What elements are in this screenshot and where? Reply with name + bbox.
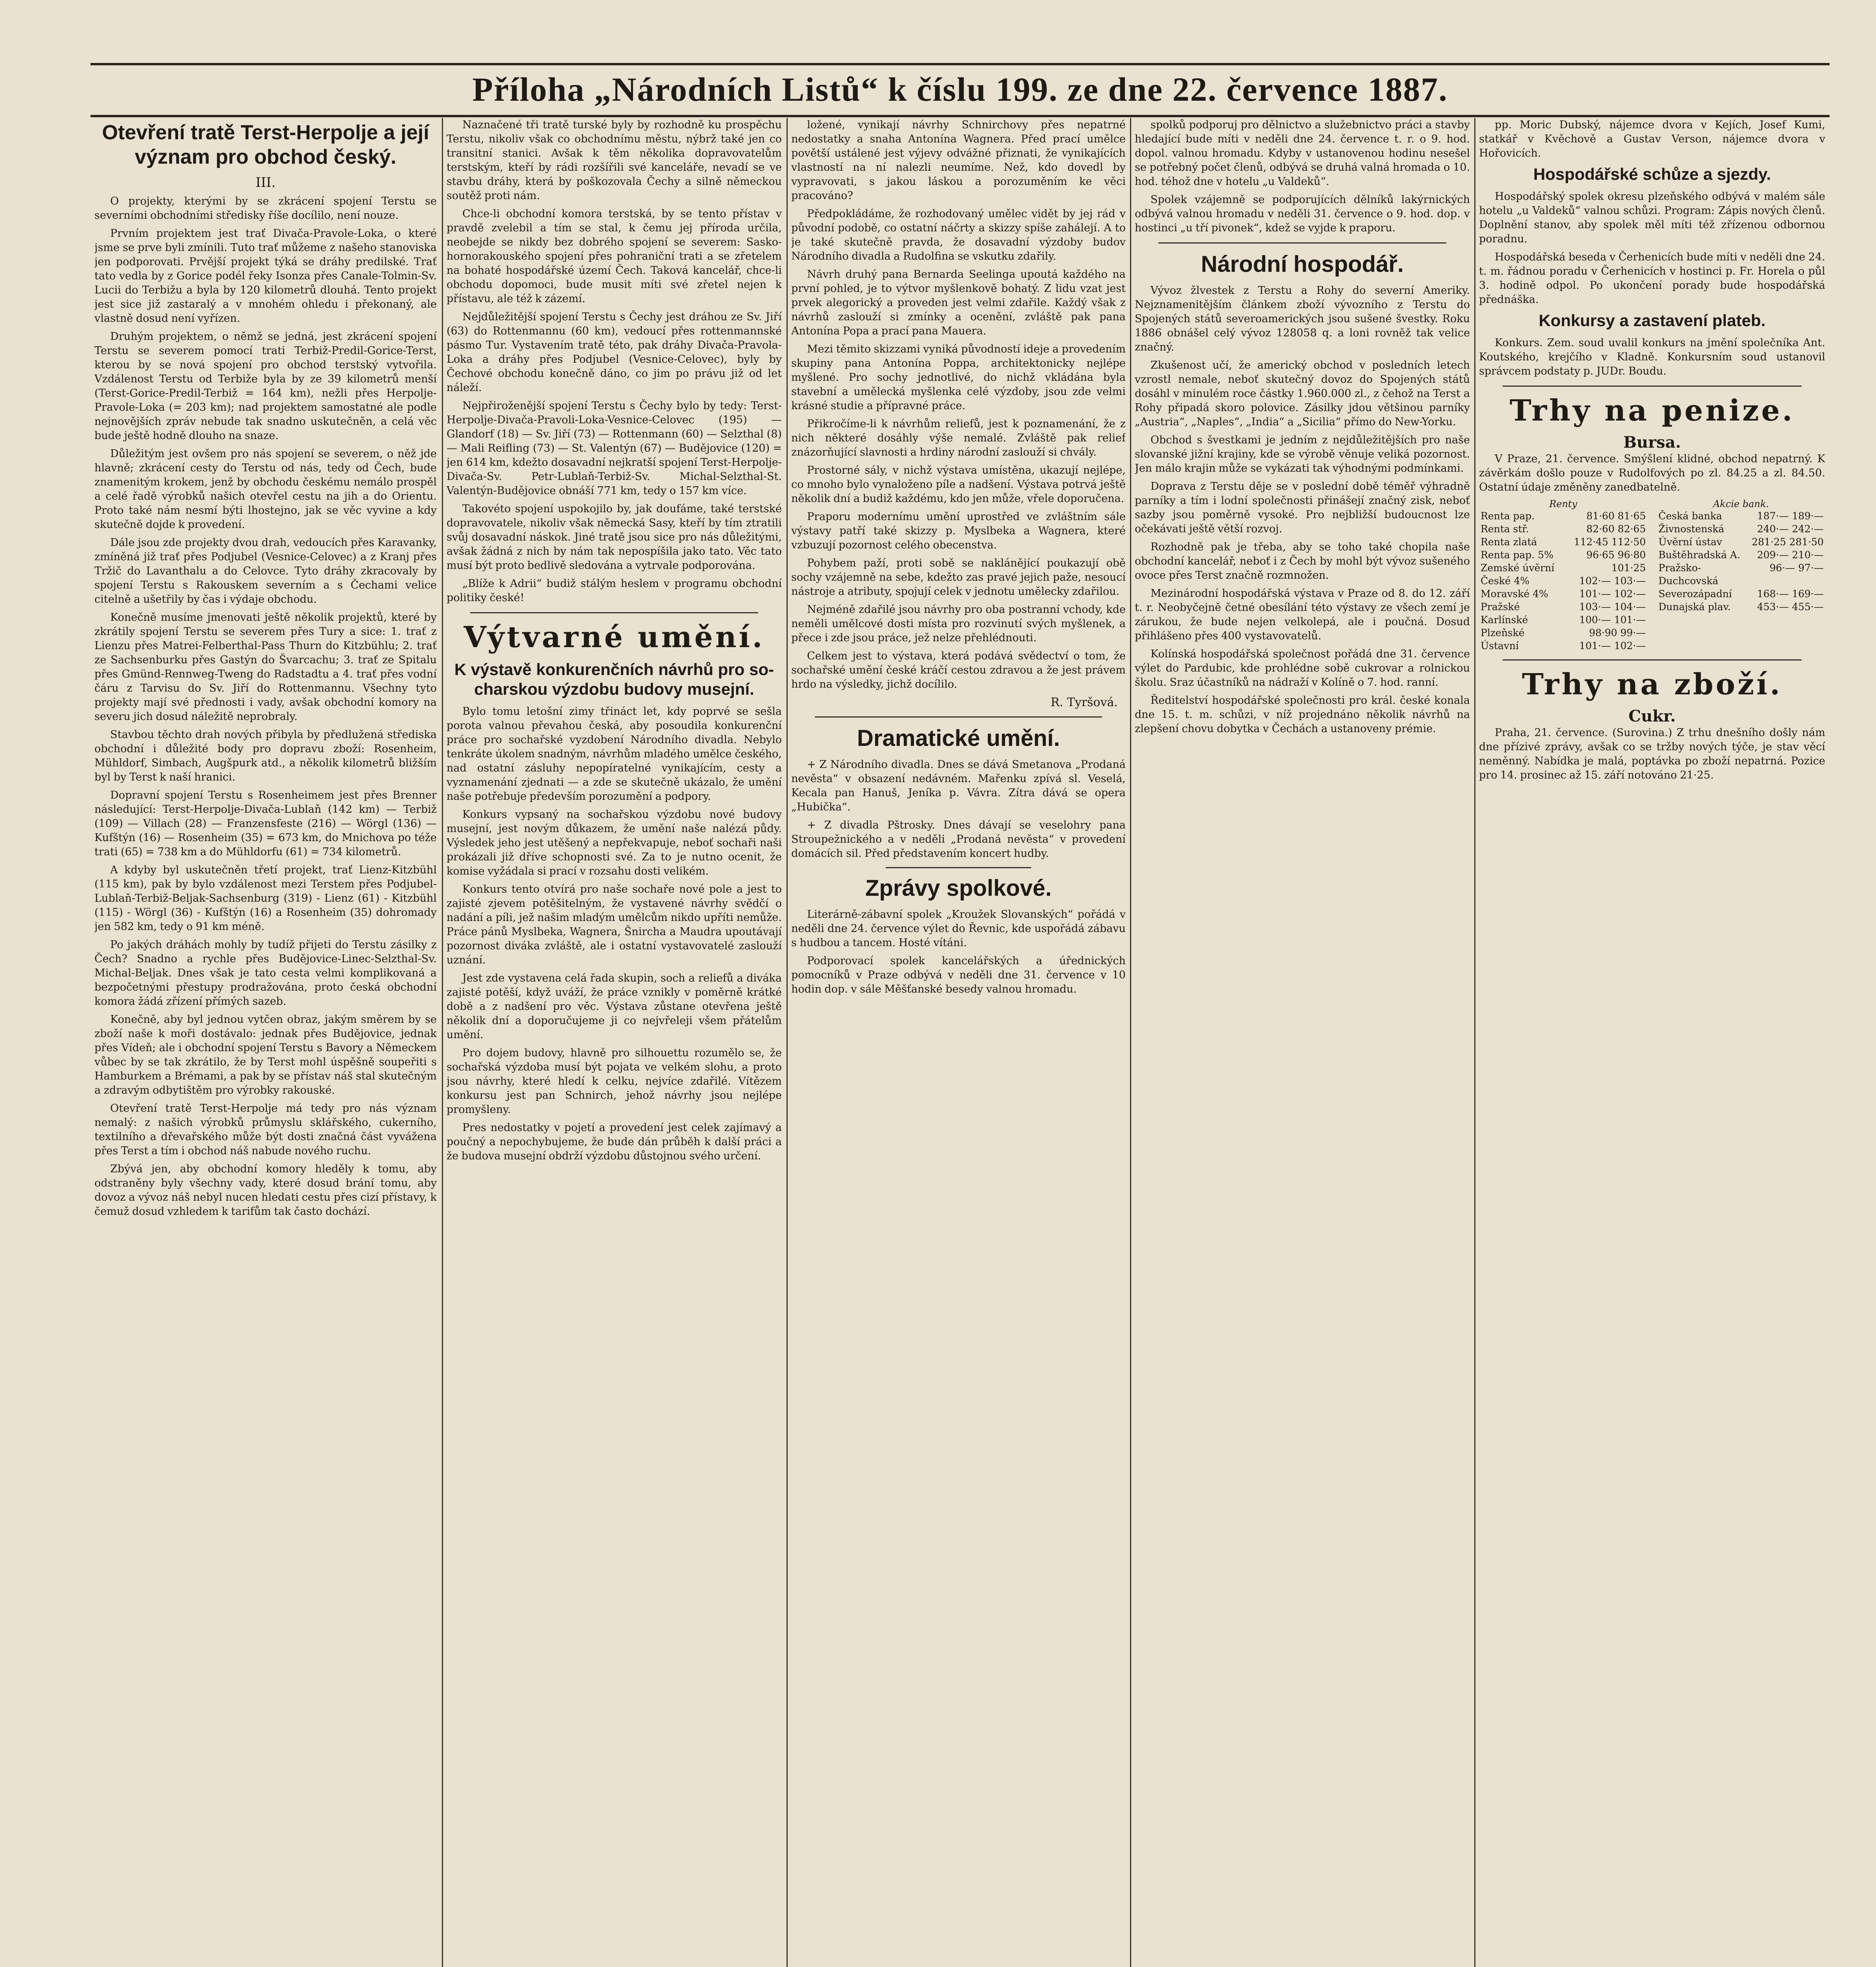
- security-name: Pražské: [1481, 601, 1520, 613]
- paragraph: Doprava z Terstu děje se v poslední době téměř výhradně parníky a tím i lodní společnosti přinášejí značný zisk, neboť sazby jsou poměrně vysoké. Pro nejbližší budoucnost lze očekávati ještě větší rozvoj.: [1135, 480, 1470, 535]
- security-price: 112·45 112·50: [1574, 536, 1646, 548]
- paragraph: Po jakých dráhách mohly by tudíž přijeti do Terstu zásilky z Čech? Snadno a rychle přes Budějovice-Linec-Selzthal-Sv. Michal-Beljak. Dnes však je tato cesta velmi komplikovaná a bezpočetnými přestupy prodražována, proto česká obchodní komora žádá zřízení přímých sazeb.: [94, 939, 437, 1007]
- security-price: 101·— 102·—: [1579, 588, 1646, 600]
- paragraph: Celkem jest to výstava, která podává svědectví o tom, že sochařské umění české kráčí cestou zdravou a že jest právem hrdo na výsledky, jichž docílilo.: [791, 650, 1126, 690]
- security-name: Moravské 4%: [1481, 588, 1549, 600]
- column-1: [94, 118, 437, 1967]
- security-name: Dunajská plav.: [1658, 601, 1731, 613]
- paragraph: Podporovací spolek kancelářských a úřednických pomocníků v Praze odbývá v neděli dne 31. července v 10 hodin dop. v sále Měšťanské besedy valnou hromadu.: [791, 955, 1126, 995]
- rate-table: [1657, 509, 1825, 613]
- security-name: Renta pap. 5%: [1481, 549, 1554, 561]
- paragraph: Hospodářská beseda v Čerhenicích bude míti v neděli dne 24. t. m. řádnou poradu v Čerhenicích v hostinci p. Fr. Horela o půl 3. hodině odpol. Po ukončení porady bude hospodářská přednáška.: [1479, 251, 1825, 306]
- paragraph: Přikročíme-li k návrhům reliefů, jest k poznamenání, že z nich některé dosáhly výše nemalé. Zvláště pak relief znázorňující slavnosti a hrdiny národní zaslouží si chvály.: [791, 418, 1126, 458]
- paragraph: Praporu modernímu umění uprostřed ve zvláštním sále výstavy patří také skizzy p. Myslbeka a Wagnera, které vzbuzují pozornost celého obecenstva.: [791, 511, 1126, 551]
- security-price: 240·— 242·—: [1757, 523, 1824, 535]
- security-price: 101·25: [1611, 562, 1646, 574]
- paragraph: Takovéto spojení uspokojilo by, jak doufáme, také terstské dopravovatele, nikoliv však německá Sasy, kteří by tím ztratili svůj dosavadní náskok. Jiné tratě jsou sice pro nás důležitými, avšak žádná z nich by nám tak nepospíšila jako tato. Věc tato musí být proto bedlivě sledována a vytrvale podporována.: [447, 503, 782, 572]
- section-divider: [1158, 242, 1446, 244]
- article-subtitle: K výstavě konkurenčních návrhů pro so-charskou výzdobu budovy musejní.: [454, 660, 774, 698]
- paragraph: Hospodářský spolek okresu plzeňského odbývá v malém sále hotelu „u Valdeků“ valnou schůzi. Program: Zápis nových členů. Doplnění stanov, aby spolek měl míti též zřízenou odbornou poradnu.: [1479, 190, 1825, 245]
- table-heading: Renty: [1549, 498, 1577, 509]
- security-name: Buštěhradská A.: [1658, 549, 1740, 561]
- column-rule: [787, 118, 788, 1967]
- table-row: [1657, 522, 1825, 535]
- paragraph: Druhým projektem, o němž se jedná, jest zkrácení spojení Terstu se severem pomocí trati Terbiž-Predil-Gorice-Terst, kterou by se nová spojení pro obchod terstský vytvořila. Vzdálenost Terstu od Terbiže byla by ze 39 kilometrů menší (Terst-Gorice-Predil-Terbiž = 164 km), nežli přes Herpolje-Pravole-Loka (= 203 km); nad projektem samostatné ale podle nejnovějších zpráv nebude tak snadno uskutečněn, a celá věc bude ještě hodně dlouho na snaze.: [94, 330, 437, 442]
- section-divider: [470, 612, 758, 613]
- paragraph: + Z Národního divadla. Dnes se dává Smetanova „Prodaná nevěsta“ v obsazení nedávném. Mařenku zpívá sl. Veselá, Kecala pan Hanuš, Jeníka p. Vávra. Zítra dává se opera „Hubička“.: [791, 758, 1126, 813]
- paragraph: „Blíže k Adrii“ budiž stálým heslem v programu obchodní politiky české!: [447, 578, 782, 604]
- security-price: 187·— 189·—: [1757, 510, 1824, 522]
- column-rule: [1474, 118, 1475, 1967]
- paragraph: Konkurs tento otvírá pro naše sochaře nové pole a jest to zajisté zjevem potěšitelným, že vystavené návrhy svědčí o nadání a píli, jež našim mladým umělcům nikdo upříti nemůže. Práce pánů Myslbeka, Wagnera, Šnircha a Maudra upoutávají pozornost diváka zvláště, ale i ostatní vystavovatelé zaslouží uznání.: [447, 883, 782, 966]
- column-4: [1135, 118, 1470, 1967]
- masthead-rule: [90, 115, 1830, 117]
- paragraph: V Praze, 21. července. Smýšlení klidné, obchod nepatrný. K závěrkám došlo pouze v Rudolfových po zl. 84.25 a zl. 84.50. Ostatní údaje změněny zanedbatelně.: [1479, 453, 1825, 493]
- security-name: Živnostenská: [1658, 523, 1725, 535]
- column-2: [447, 118, 782, 1967]
- paragraph: Nejpřiroženější spojení Terstu s Čechy bylo by tedy: Terst-Herpolje-Divača-Pravoli-Loka-Vesnice-Celovec (195) — Glandorf (18) — Sv. Jiří (73) — Rottenmann (60) — Selzthal (8) — Mali Reifling (73) — St. Valentýn (67) — Budějovice (120) = jen 614 km, kdežto dosavadní nejkratší spojení Terst-Herpolje-Divača-Sv. Petr-Lublaň-Terbiž-Sv. Michal-Selzthal-St. Valentýn-Budějovice obnáší 771 km, tedy o 157 km více.: [447, 400, 782, 497]
- security-name: Plzeňské: [1481, 627, 1525, 638]
- column-3: [791, 118, 1126, 1967]
- section-heading: Zprávy spolkové.: [865, 875, 1052, 901]
- security-name: Úvěrní ústav: [1658, 536, 1722, 548]
- masthead: Příloha „Národních Listů“ k číslu 199. ze dne 22. července 1887.: [472, 70, 1448, 108]
- top-rule: [90, 63, 1830, 65]
- security-name: Renta zlatá: [1481, 536, 1537, 548]
- paragraph: Mezi těmito skizzami vyniká původností ideje a provedením skupiny pana Antonína Poppa, architektonicky nejlépe myšlené. Pro sochy jednotlivé, do nichž vkládána byla stavební a umělecká myšlenka celé výzdoby, jsou zde velmi krásné studie a přípravné práce.: [791, 343, 1126, 412]
- column-rule: [1130, 118, 1131, 1967]
- column-5: [1479, 118, 1825, 1967]
- section-heading: Trhy na penize.: [1509, 394, 1795, 428]
- security-price: 209·— 210·—: [1757, 549, 1824, 561]
- article-part-number: III.: [255, 175, 276, 190]
- security-name: Česká banka: [1658, 510, 1722, 522]
- paragraph: Spolek vzájemně se podporujících dělníků lakýrnických odbývá valnou hromadu v neděli 31. července o 9. hod. dop. v hostinci „u tří pivonek“, kdež se vyjde k praporu.: [1135, 194, 1470, 234]
- paragraph: Rozhodně pak je třeba, aby se toho také chopila naše obchodní kancelář, neboť i z Čech by mohl být vývoz sušeného ovoce přes Terst značně rozmnožen.: [1135, 541, 1470, 581]
- security-price: 96·— 97·—: [1769, 562, 1824, 574]
- paragraph: ložené, vynikají návrhy Schnirchovy přes nepatrné nedostatky a snaha Antonína Wagnera. Před prací umělce povětší ustálené jest výjevy odvážné přiznati, že vynikajících vlastností na ní nalezli neumíme. Než, kdo dovedl by vypravovati, s jakou láskou a porozuměním ke věci pracováno?: [791, 119, 1126, 202]
- exchange-rate-tables: [1479, 498, 1825, 652]
- paragraph: Nejdůležitější spojení Terstu s Čechy jest dráhou ze Sv. Jiří (63) do Rottenmannu (60 km), vedoucí přes rottenmannské pásmo Tur. Vystavením tratě této, pak dráhy Divača-Pravola-Loka a dráhy přes Podjubel (Vesnice-Celovec), byly by Čechové obchodu konečně dáno, co jim po právu již od let náleží.: [447, 311, 782, 394]
- paragraph: O projekty, kterými by se zkrácení spojení Terstu se severními obchodními středisky říše docílilo, není nouze.: [94, 195, 437, 221]
- table-row: [1479, 548, 1647, 561]
- table-row: [1657, 509, 1825, 522]
- security-price: 168·— 169·—: [1757, 588, 1824, 600]
- security-name: Pražsko-Duchcovská: [1658, 562, 1719, 587]
- paragraph: Pohybem paží, proti sobě se naklánějící poukazují obě sochy vzájemně na sebe, kdežto zas pravé jejich paže, nesoucí nástroje a atributy, spojují celek v jednotu umělecky zdařilou.: [791, 557, 1126, 598]
- security-price: 100·— 101·—: [1579, 614, 1646, 626]
- table-row: [1657, 535, 1825, 548]
- security-name: Severozápadní: [1658, 588, 1732, 600]
- paragraph: Zkušenost učí, že americký obchod v posledních letech vzrostl nemale, neboť skutečný dovoz do Spojených států dosáhl v minulém roce částky 1.960.000 zl., z čehož na Terst a Rohy připadá skoro polovice. Zásilky jdou většinou parníky „Austria“, „Naples“, „India“ a „Sicilia“ přímo do New-Yorku.: [1135, 359, 1470, 428]
- paragraph: Konečně, aby byl jednou vytčen obraz, jakým směrem by se zboží naše k moři dostávalo: jednak přes Budějovice, jednak přes Vídeň; ale i obchodní spojení Terstu s Bavory a Německem vůbec by se tak zkrátilo, že by Terst mohl úspěšně soupeřiti s Hamburkem a Brémami, a pak by se přístav náš stal skutečným a zdravým odbytištěm pro výrobky rakouské.: [94, 1013, 437, 1096]
- table-row: [1479, 626, 1647, 639]
- paragraph: Pres nedostatky v pojetí a provedení jest celek zajímavý a poučný a nepochybujeme, že bude dán průběh k další práci a že budova musejní obdrží výzdobu důstojnou svého určení.: [447, 1122, 782, 1162]
- table-row: [1479, 574, 1647, 587]
- paragraph: Konkurs vypsaný na sochařskou výzdobu nové budovy musejní, jest novým důkazem, že umění naše nalézá půdy. Výsledek jeho jest utěšený a nepřekvapuje, neboť sochaři naši prokázali již dříve schopnosti své. Za to je nutno ocenit, že komise vyžádala si prací v rozsahu dosti velikém.: [447, 808, 782, 877]
- security-price: 103·— 104·—: [1579, 601, 1646, 613]
- security-name: České 4%: [1481, 575, 1530, 587]
- table-row: [1657, 587, 1825, 600]
- paragraph: Vývoz žlvestek z Terstu a Rohy do severní Ameriky. Nejznamenitějším článkem zboží vývozního z Terstu do Spojených států severoamerických jsou sušené švestky. Roku 1886 obnášel celý vývoz 128058 q. a loni rovněž tak velice značný.: [1135, 284, 1470, 353]
- table-row: [1479, 600, 1647, 613]
- paragraph: Stavbou těchto drah nových přibyla by předlužená střediska obchodní i důležité body pro dopravu zboží: Rosenheim, Mühldorf, Simbach, Augšpurk atd., a několik kilometrů bližším byl by Terst k naší hranici.: [94, 729, 437, 783]
- paragraph: Důležitým jest ovšem pro nás spojení se severem, o něž jde hlavně; zkrácení cesty do Terstu od nás, tedy od Čech, bude znamenitým krokem, jenž by obchodu českému nemálo prospěl a celé řadě výrobků našich otevřel cestu na jih a do Orientu. Proto také nám nesmí býti lhostejno, jak se věc vyvine a kdy skutečně dojde k provedení.: [94, 448, 437, 531]
- paragraph: Praha, 21. července. (Surovina.) Z trhu dnešního došly nám dne přízivé zprávy, avšak co se tržby nových týče, je stav věcí neměnný. Nabídka je malá, poptávka po zboží nepatrná. Pozice pro 14. prosinec až 15. září notováno 21·25.: [1479, 727, 1825, 781]
- section-divider: [1503, 386, 1802, 387]
- paragraph: Zbývá jen, aby obchodní komory hleděly k tomu, aby odstraněny byly všechny vady, které dosud brání tomu, aby dovoz a vývoz náš nebyl nucen hledati cestu přes cizí přístavy, k čemuž dosud vzhledem k tarifům tak často dochází.: [94, 1163, 437, 1218]
- paragraph: Nejméně zdařilé jsou návrhy pro oba postranní vchody, kde neměli umělcové dosti místa pro rozvinutí svých myšlenek, a přece i zde jsou práce, jež nelze přehlédnouti.: [791, 603, 1126, 644]
- paragraph: Prvním projektem jest trať Divača-Pravole-Loka, o které jsme se prve byli zmínili. Tuto trať můžeme z našeho stanoviska jen podporovati. Prvější projekt týká se dráhy predilské. Trať tato vedla by z Gorice podél řeky Isonza přes Canale-Tolmin-Sv. Lucii do Terbižu a byla by 120 kilometrů dlouhá. Tento projekt jest sice již zastaralý a v mnohém ohledu i překonaný, ale vlastně dosud není vyřízen.: [94, 227, 437, 325]
- security-price: 281·25 281·50: [1752, 536, 1824, 548]
- paragraph: Mezinárodní hospodářská výstava v Praze od 8. do 12. září t. r. Neobyčejně četné obesílání této výstavy ze všech zemí je zárukou, že bude nejen velkolepá, ale i poučná. Dosud přihlášeno přes 400 vystavovatelů.: [1135, 587, 1470, 642]
- paragraph: Chce-li obchodní komora terstská, by se tento přístav v pravdě zvelebil a tím se stal, k čemu jej příroda určila, neobejde se nikdy bez dobrého spojení se severem: Sasko-hornorakouského spojení přes pohraniční trati a se zřetelem na bohaté hospodářské území Čech. Taková kancelář, chce-li obchodu dopomoci, bude musit míti své zřetel nejen k přístavu, ale též k zázemí.: [447, 208, 782, 305]
- paragraph: Ředitelství hospodářské společnosti pro král. české konala dne 15. t. m. schůzi, v níž projednáno několik návrhů na zlepšení chovu dobytka v Čechách a ustanoveny prémie.: [1135, 694, 1470, 735]
- table-heading: Akcie bank.: [1713, 498, 1769, 509]
- paragraph: Bylo tomu letošní zimy třináct let, kdy poprvé se sešla porota valnou převahou česká, aby posoudila konkurenční práce pro sochařské vyzdobení Národního divadla. Nebylo tenkráte úkolem snadným, návrhům mladého umělce českého, nad ostatní zásluhy nepopíratelné vynikajícím, cesty a vyznamenání zjednati — a zde se skutečně ukázalo, že umění naše potřebuje především porozumění a podpory.: [447, 705, 782, 803]
- security-name: Renta pap.: [1481, 510, 1535, 522]
- article-title: Otevření tratě Terst-Herpolje a její význam pro obchod český.: [102, 121, 429, 168]
- table-row: [1479, 535, 1647, 548]
- security-price: 102·— 103·—: [1579, 575, 1646, 587]
- paragraph: A kdyby byl uskutečněn třetí projekt, trať Lienz-Kitzbühl (115 km), pak by bylo vzdálenost mezi Terstem přes Podjubel-Lublaň-Terbiž-Beljak-Sachsenburg (319) - Lienz (61) - Kitzbühl (115) - Wörgl (36) - Kufštýn (16) a Rosenheim (35) dohromady jen 582 km, tedy o 91 km méně.: [94, 864, 437, 933]
- section-heading: Konkursy a zastavení plateb.: [1538, 311, 1766, 330]
- paragraph: Konkurs. Zem. soud uvalil konkurs na jmění společníka Ant. Koutského, krejčího v Kladně. Konkursním soud ustanovil správcem podstaty p. JUDr. Boudu.: [1479, 337, 1825, 377]
- section-heading: Národní hospodář.: [1201, 251, 1404, 277]
- paragraph: Konečně musíme jmenovati ještě několik projektů, které by zkrátily spojení Terstu se severem přes Tury a sice: 1. trať z Lienzu přes Matrei-Felberthal-Pass Thurn do Kitzbühlu; 2. trať ze Sachsenburku přes Gastýn do Švarcachu; 3. trať ze Spitalu přes Gmünd-Rennweg-Tweng do Radstadtu a 4. trať přes vodní čáru z Tarvisu do Sv. Jiří do Rottenmannu. Všechny tyto projekty mají své přednosti i vady, avšak obchodní komory na severu jich dosud náležitě neprobraly.: [94, 611, 437, 723]
- section-divider: [815, 716, 1102, 718]
- paragraph: Pro dojem budovy, hlavně pro silhouettu rozumělo se, že sochařská výzdoba musí být pojata ve velkém slohu, a proto jsou návrhy, které hledí k celku, nejvíce zdařilé. Vítězem konkursu jest pan Schnirch, jehož návrhy jsou nejlépe promyšleny.: [447, 1047, 782, 1116]
- table-row: [1479, 639, 1647, 652]
- subsection-heading: Bursa.: [1623, 433, 1681, 452]
- section-divider: [1503, 659, 1802, 661]
- paragraph: spolků podporuj pro dělnictvo a služebnictvo práci a stavby hledající bude míti v neděli dne 24. července t. r. o 9. hod. dopol. valnou hromadu. Kdyby v ustanovenou hodinu nesešel se potřebný počet členů, odbývá se druhá valná hromada o 10. hod. téhož dne v hotelu „u Valdeků“.: [1135, 119, 1470, 188]
- table-row: [1479, 587, 1647, 600]
- security-name: Karlínské: [1481, 614, 1528, 626]
- paragraph: Prostorné sály, v nichž výstava umístěna, ukazují nejlépe, co mnoho bylo vynaloženo píle a nadšení. Výstava potrvá ještě několik dní a budiž každému, kdo jen může, vřele doporučena.: [791, 464, 1126, 505]
- section-heading: Dramatické umění.: [857, 725, 1060, 751]
- table-row: [1479, 522, 1647, 535]
- column-rule: [442, 118, 443, 1967]
- paragraph: Jest zde vystavena celá řada skupin, soch a reliefů a diváka zajisté potěší, když uváží, že práce vznikly v poměrně krátké době a z nadšení pro věc. Výstava zůstane otevřena ještě několik dní a doporučujeme ji co nejvřeleji všem přátelům umění.: [447, 972, 782, 1041]
- section-divider: [886, 867, 1031, 868]
- security-price: 101·— 102·—: [1579, 640, 1646, 651]
- paragraph: pp. Moric Dubský, nájemce dvora v Kejích, Josef Kumi, statkář v Kvěchově a Gustav Verson, nájemce dvora v Hořovicích.: [1479, 119, 1825, 159]
- security-price: 81·60 81·65: [1586, 510, 1646, 522]
- security-price: 98·90 99·—: [1589, 627, 1646, 638]
- table-row: [1479, 561, 1647, 574]
- table-row: [1479, 509, 1647, 522]
- section-heading: Trhy na zboží.: [1522, 668, 1782, 701]
- paragraph: Otevření tratě Terst-Herpolje má tedy pro nás význam nemalý: z našich výrobků průmyslu sklářského, cukerního, textilního a dřevařského může být dosti značná část vyvážena přes Terst a tím i obchod náš nabude nového ruchu.: [94, 1102, 437, 1157]
- paragraph: Kolínská hospodářská společnost pořádá dne 31. července výlet do Pardubic, kde prohlédne sobě cukrovar a rolnickou školu. Sraz účastníků na nádraží v Kolíně o 7. hod. ranní.: [1135, 648, 1470, 688]
- table-row: [1657, 561, 1825, 587]
- rate-table: [1479, 509, 1647, 652]
- section-heading: Výtvarné umění.: [463, 620, 765, 654]
- paragraph: + Z divadla Pštrosky. Dnes dávají se veselohry pana Stroupežnického a v neděli „Prodaná nevěsta“ v provedení domácích sil. Před představením koncert hudby.: [791, 819, 1126, 860]
- paragraph: Naznačené tři tratě turské byly by rozhodně ku prospěchu Terstu, nikoliv však co obchodnímu městu, nýbrž také jen co transitní stanici. Avšak k těm několika dopravovatelům terstským, kteří by rádi rozšířili své kanceláře, nevadí se ve stavbu dráhy, která by poškozovala Čechy a silně německou soutěž proti nám.: [447, 119, 782, 202]
- security-price: 82·60 82·65: [1586, 523, 1646, 535]
- paragraph: Dále jsou zde projekty dvou drah, vedoucích přes Karavanky, zmíněná již trať přes Podjubel (Vesnice-Celovec) a z Kranj přes Tržič do Lavanthalu a do Celovce. Tyto dráhy zkracovaly by spojení Terstu s Rakouskem severním a s Čechami velice citelně a ušetřily by čas i výdaje obchodu.: [94, 537, 437, 605]
- author-signature: R. Tyršová.: [1051, 696, 1118, 709]
- table-row: [1657, 600, 1825, 613]
- table-row: [1479, 613, 1647, 626]
- security-price: 96·65 96·80: [1586, 549, 1646, 561]
- section-heading: Hospodářské schůze a sjezdy.: [1533, 165, 1771, 183]
- paragraph: Dopravní spojení Terstu s Rosenheimem jest přes Brenner následující: Terst-Herpolje-Divača-Lublaň (142 km) — Terbiž (109) — Villach (28) — Franzensfeste (216) — Wörgl (136) — Kufštýn (16) — Rosenheim (35) = 673 km, do Mnichova po téže trati (65) = 738 km a do Mühldorfu (61) = 734 kilometrů.: [94, 789, 437, 858]
- table-row: [1657, 548, 1825, 561]
- paragraph: Literárně-zábavní spolek „Kroužek Slovanských“ pořádá v neděli dne 24. července výlet do Řevnic, kde uspořádá zábavu s hudbou a tancem. Hosté vítáni.: [791, 908, 1126, 949]
- paragraph: Předpokládáme, že rozhodovaný umělec vidět by jej rád v původní podobě, co ostatní náčrty a skizzy spíše zahálejí. A to je také skutečně pravda, že dosavadní výzdoby budov Národního divadla a Rudolfina se vskutku zdařily.: [791, 208, 1126, 262]
- security-price: 453·— 455·—: [1757, 601, 1824, 613]
- security-name: Renta stř.: [1481, 523, 1529, 535]
- paragraph: Návrh druhý pana Bernarda Seelinga upoutá každého na první pohled, je to výtvor myšlenkově bohatý. Z lidu vzat jest prvek alegorický a proveden jest velmi zdařile. Každý však z návrhů zaslouží si zmínky a ocenění, zvláště pak pana Antonína Popa a prací pana Mauera.: [791, 268, 1126, 337]
- security-name: Zemské úvěrní: [1481, 562, 1555, 574]
- subsection-heading: Cukr.: [1629, 707, 1676, 725]
- security-name: Ústavní: [1481, 640, 1519, 651]
- paragraph: Obchod s švestkami je jedním z nejdůležitějších pro naše slovanské jižní krajiny, kde se výrobě věnuje veliká pozornost. Jen málo krajin může se vykázati tak výhodnými podmínkami.: [1135, 434, 1470, 474]
